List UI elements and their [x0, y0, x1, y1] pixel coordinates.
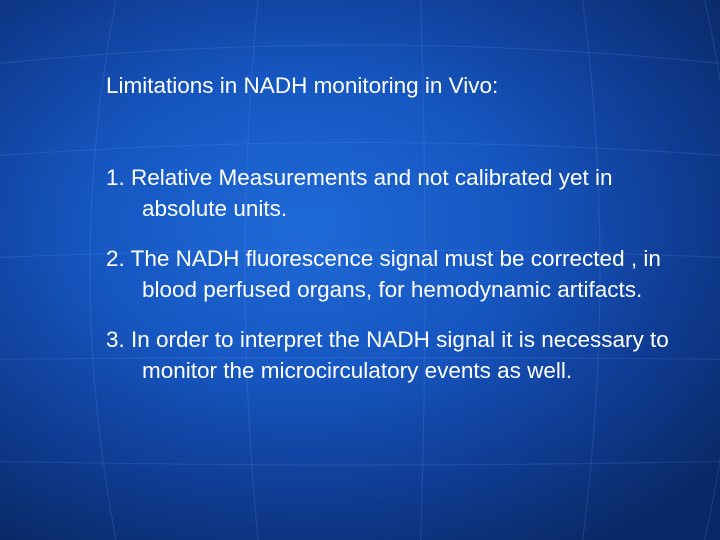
list-item: 2. The NADH fluorescence signal must be corrected , in blood perfused organs, for hemodynamic artifacts. — [106, 246, 661, 302]
list-item: 3. In order to interpret the NADH signal it is necessary to monitor the microcirculatory events as well. — [106, 327, 669, 383]
limitations-list — [106, 162, 696, 386]
slide-heading: Limitations in NADH monitoring in Vivo: — [106, 73, 499, 98]
list-item: 1. Relative Measurements and not calibrated yet in absolute units. — [106, 165, 613, 221]
slide-content — [106, 70, 696, 405]
